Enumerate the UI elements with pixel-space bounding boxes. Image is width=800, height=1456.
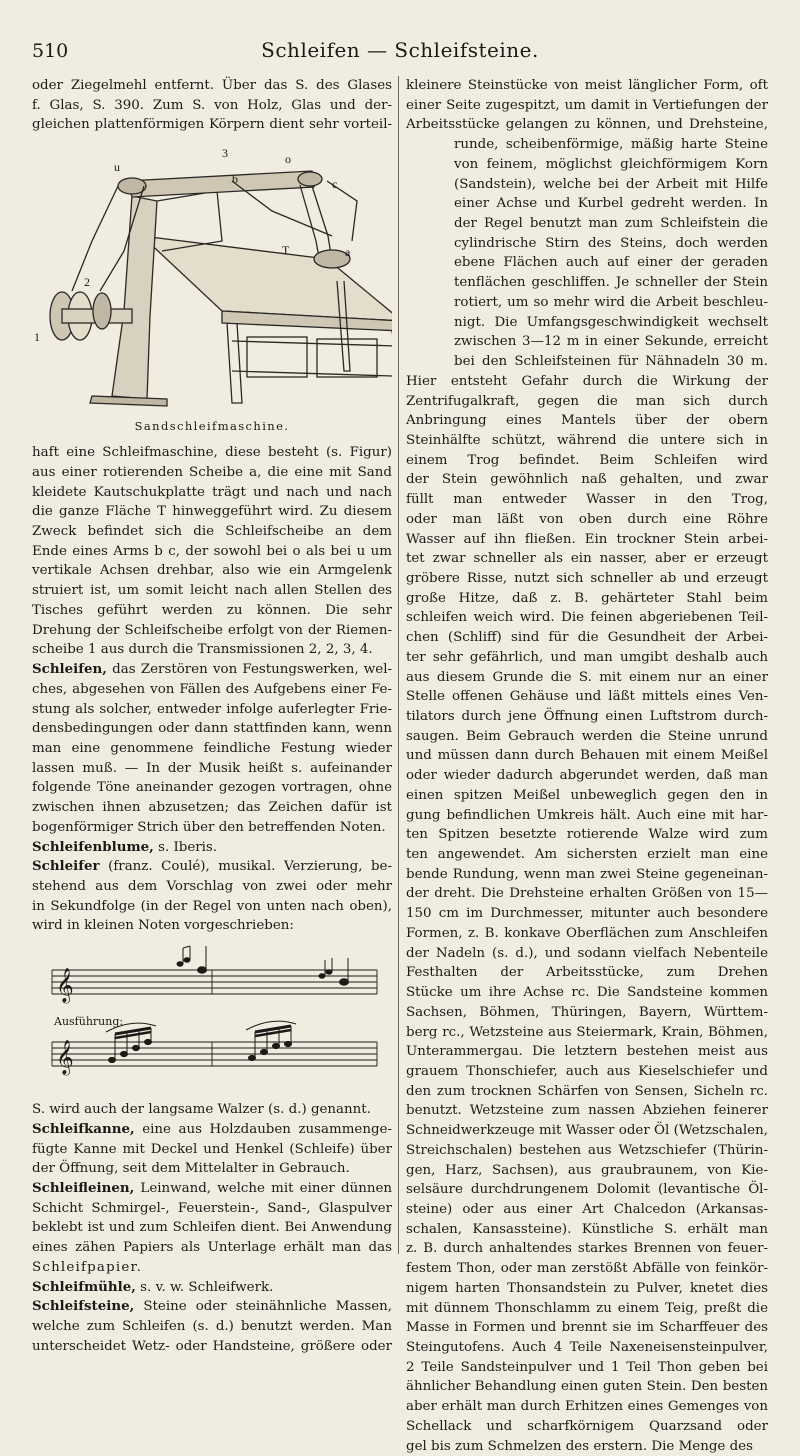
text-line: Arbeitsstücke gelangen zu können, und Drehsteine, <box>406 117 768 133</box>
text-line: Masse in Formen und brennt sie im Scharffeuer des <box>406 1320 768 1336</box>
text-line: ebene Flächen auch auf einer der geraden <box>454 255 768 271</box>
text-line: welche zum Schleifen (s. d.) benutzt werden. Man <box>32 1319 392 1335</box>
label-u: u <box>114 160 120 175</box>
text-line: Unterammergau. Die letztern bestehen meist aus <box>406 1044 768 1060</box>
entry-headword: Schleifenblume, <box>32 838 154 855</box>
machine-figure <box>32 141 392 439</box>
text-line: in Sekundfolge (in der Regel von unten nach oben), <box>32 898 392 914</box>
entry-headword: Schleifsteine, <box>32 1298 135 1315</box>
text-line: grauem Thonschiefer, auch aus Kieselschiefer und <box>406 1063 768 1079</box>
text-line: steine) oder aus einer Art Chalcedon (Arkansas- <box>406 1201 768 1217</box>
text-line: Stelle offenen Gehäuse und läßt mittels eines Ven- <box>406 689 768 705</box>
text-line: saugen. Beim Gebrauch werden die Steine unrund <box>406 728 768 744</box>
text-line: nigt. Die Umfangsgeschwindigkeit wechselt <box>454 314 768 330</box>
text-line: stehend aus dem Vorschlag von zwei oder mehr <box>32 878 392 894</box>
text-line: oder Ziegelmehl entfernt. Über das S. des Glases <box>32 78 392 93</box>
text-line: einer Achse und Kurbel gedreht werden. In <box>454 196 768 212</box>
text-line: ähnlicher Behandlung einen guten Stein. Den besten <box>406 1379 768 1395</box>
text-line: die ganze Fläche T hinweggeführt wird. Zu diesem <box>32 504 392 520</box>
page-number: 510 <box>32 40 69 62</box>
text-line: der Öffnung, seit dem Mittelalter in Gebrauch. <box>32 1161 350 1177</box>
text-line: beklebt ist und zum Schleifen dient. Bei Anwendung <box>32 1220 392 1236</box>
text-line: Zentrifugalkraft, gegen die man sich durch <box>406 393 768 409</box>
text-line: haft eine Schleifmaschine, diese besteht (s. Figur) <box>32 445 392 461</box>
entry-headword: Schleifer <box>32 858 100 875</box>
text-line: oder man läßt von oben durch eine Röhre <box>406 511 768 527</box>
text-line: Schneidwerkzeuge mit Wasser oder Öl (Wetzschalen, <box>406 1123 768 1139</box>
text-line: gung befindlichen Umkreis hält. Auch eine mit har- <box>406 807 768 823</box>
text-line: der dreht. Die Drehsteine erhalten Größen von 15— <box>406 886 768 902</box>
text-line: füllt man entweder Wasser in den Trog, <box>406 492 768 508</box>
text-line: f. Glas, S. 390. Zum S. von Holz, Glas und der- <box>32 97 392 113</box>
entry-headword: Schleifleinen, <box>32 1180 135 1196</box>
text-line: tet zwar schneller als ein nasser, aber er erzeugt <box>406 551 768 567</box>
text-line: einer Seite zugespitzt, um damit in Vertiefungen der <box>406 97 768 113</box>
label-a: a <box>345 245 351 260</box>
text-line: densbedingungen oder dann stattfinden kann, wenn <box>32 721 392 737</box>
text-line: der Nadeln (s. d.), und sodann vielfach Nebenteile <box>406 945 768 961</box>
text-line: vertikale Achsen drehbar, also wie ein Armgelenk <box>32 563 392 579</box>
label-o: o <box>285 152 291 167</box>
text-line: tenflächen geschliffen. Je schneller der Stein <box>454 275 768 291</box>
label-c: c <box>332 177 338 192</box>
treble-clef-icon: 𝄞 <box>56 1040 74 1076</box>
text-line: einem Trog befindet. Beim Schleifen wird <box>406 452 768 468</box>
text-line: benutzt. Wetzsteine zum nassen Abziehen feinerer <box>406 1103 768 1119</box>
text-line: schleifen weich wird. Die feinen abgeriebenen Teil- <box>406 610 768 626</box>
text-line: Wasser auf ihn fließen. Ein trockner Stein arbei- <box>406 531 768 547</box>
music-example <box>32 940 392 1098</box>
text-line: gleichen plattenförmigen Körpern dient sehr vorteil- <box>32 117 392 133</box>
entry-headword: Schleifen, <box>32 661 107 678</box>
text-line: stung als solcher, entweder infolge auferlegter Frie- <box>32 701 392 717</box>
text-line: der Regel benutzt man zum Schleifstein die <box>454 216 768 232</box>
entry-schleifen: Schleifen, das Zerstören von Festungswerken, wel- <box>32 661 392 678</box>
text-line: ches, abgesehen von Fällen des Aufgebens einer Fe- <box>32 681 392 697</box>
label-3: 3 <box>222 146 228 161</box>
entry-schleifleinen: Schleifleinen, Leinwand, welche mit einer dünnen <box>32 1180 392 1196</box>
text-line: gen, Harz, Sachsen), aus graubraunem, von Kie- <box>406 1162 768 1178</box>
entry-schleifsteine: Schleifsteine, Steine oder steinähnliche Massen, <box>32 1298 392 1315</box>
text-line: unterscheidet Wetz- oder Handsteine, größere oder <box>32 1338 392 1354</box>
text-line: bogenförmiger Strich über den betreffenden Noten. <box>32 819 386 835</box>
treble-clef-icon: 𝄞 <box>56 968 74 1004</box>
text-line: wird in kleinen Noten vorgeschrieben: <box>32 918 294 934</box>
text-line: von feinem, möglichst gleichförmigem Korn <box>454 156 768 172</box>
text-line: gel bis zum Schmelzen des erstern. Die Menge des <box>406 1438 753 1454</box>
text-line: Steingutofens. Auch 4 Teile Naxeneisensteinpulver, <box>406 1340 768 1355</box>
entry-schleifenblume: Schleifenblume, s. Iberis. <box>32 838 218 855</box>
text-line: z. B. durch anhaltendes starkes Brennen von feuer- <box>406 1241 768 1257</box>
entry-headword: Schleifkanne, <box>32 1120 135 1137</box>
text-line: 150 cm im Durchmesser, mitunter auch besondere <box>406 906 768 922</box>
text-line: Steinhälfte schützt, während die untere sich in <box>406 432 768 448</box>
entry-schleifer: Schleifer (franz. Coulé), musikal. Verzierung, be- <box>32 858 392 875</box>
text-line: Schleifpapier. <box>32 1259 143 1275</box>
text-line: (Sandstein), welche bei der Arbeit mit Hilfe <box>454 176 768 192</box>
text-line: berg rc., Wetzsteine aus Steiermark, Krain, Böhmen, <box>406 1024 768 1040</box>
text-line: und müssen dann durch Behauen mit einem Meißel <box>406 748 768 764</box>
text-line: Hier entsteht Gefahr durch die Wirkung der <box>406 373 768 389</box>
label-T: T <box>282 243 290 258</box>
column-divider <box>398 76 399 1254</box>
text-line: selsäure durchdrungenem Dolomit (levantische Öl- <box>406 1182 768 1198</box>
text-line: Stücke um ihre Achse rc. Die Sandsteine kommen <box>406 985 768 1001</box>
text-line: cylindrische Stirn des Steins, doch werden <box>454 235 768 251</box>
text-line: kleinere Steinstücke von meist länglicher Form, oft <box>406 78 768 93</box>
text-line: der Stein gewöhnlich naß gehalten, und zwar <box>406 472 768 488</box>
text-line: Schicht Schmirgel-, Feuerstein-, Sand-, Glaspulver <box>32 1200 392 1216</box>
text-line: S. wird auch der langsame Walzer (s. d.) genannt. <box>32 1102 371 1118</box>
page-header <box>32 38 768 68</box>
text-line: schalen, Kansassteine). Künstliche S. erhält man <box>406 1221 768 1237</box>
text-line: scheibe 1 aus durch die Transmissionen 2, 2, 3, 4. <box>32 642 373 658</box>
text-line: chen (Schliff) sind für die Gesundheit der Arbei- <box>406 630 768 646</box>
text-line: zwischen 3—12 m in einer Sekunde, erreicht <box>454 334 768 350</box>
text-line: kleidete Kautschukplatte trägt und nach und nach <box>32 484 392 500</box>
text-line: aus diesem Grunde die S. mit einem nur an einer <box>406 669 768 685</box>
text-line: ten angewendet. Am sichersten erzielt man eine <box>406 847 768 863</box>
text-line: Formen, z. B. konkave Oberflächen zum Anschleifen <box>406 925 768 941</box>
text-line: eines zähen Papiers als Unterlage erhält man das <box>32 1240 392 1256</box>
text-line: Zweck befindet sich die Schleifscheibe an dem <box>32 524 392 540</box>
text-line: zwischen ihnen abzusetzen; das Zeichen dafür ist <box>32 800 392 816</box>
music-ausfuehrung-label: Ausführung: <box>54 1015 124 1029</box>
text-line: ter sehr gefährlich, und man umgibt deshalb auch <box>406 649 768 665</box>
text-line: ten Spitzen besetzte rotierende Walze wird zum <box>406 827 768 843</box>
text-line: mit dünnem Thonschlamm zu einem Teig, preßt die <box>406 1300 768 1316</box>
text-line: festem Thon, oder man zerstößt Abfälle von feinkör- <box>406 1261 768 1277</box>
text-line: den zum trocknen Schärfen von Sensen, Sicheln rc. <box>406 1083 768 1099</box>
sandschleifmaschine-illustration <box>32 141 392 417</box>
text-line: Streichschalen) bestehen aus Wetzschiefer (Thürin- <box>406 1142 768 1158</box>
left-column <box>32 76 392 1356</box>
text-line: runde, scheibenförmige, mäßig harte Steine <box>454 137 768 153</box>
text-line: Tisches geführt werden zu können. Die sehr <box>32 602 392 618</box>
text-line: rotiert, um so mehr wird die Arbeit beschleu- <box>454 294 768 310</box>
right-column <box>406 76 768 1456</box>
text-line: oder wieder dadurch abgerundet werden, daß man <box>406 768 768 784</box>
text-line: aber erhält man durch Erhitzen eines Gemenges von <box>406 1399 768 1415</box>
label-b: b <box>232 172 238 187</box>
text-line: gröbere Risse, nutzt sich schneller ab und erzeugt <box>406 570 768 586</box>
entry-headword: Schleifmühle, <box>32 1278 136 1295</box>
label-1: 1 <box>34 330 40 345</box>
text-line: bende Rundung, wenn man zwei Steine gegeneinan- <box>406 866 768 882</box>
text-line: Ende eines Arms b c, der sowohl bei o als bei u um <box>32 543 392 559</box>
text-line: Drehung der Schleifscheibe erfolgt von der Riemen- <box>32 622 392 638</box>
text-line: Festhalten der Arbeitsstücke, zum Drehen <box>406 965 768 981</box>
text-line: struiert ist, um somit leicht nach allen Stellen des <box>32 583 392 599</box>
text-line: Anbringung eines Mantels über der obern <box>406 413 768 429</box>
figure-caption: Sandschleifmaschine. <box>134 419 290 434</box>
text-line: große Hitze, daß z. B. gehärteter Stahl beim <box>406 590 768 606</box>
text-line: fügte Kanne mit Deckel und Henkel (Schleife) über <box>32 1141 392 1157</box>
text-line: 2 Teile Sandsteinpulver und 1 Teil Thon geben bei <box>406 1359 768 1375</box>
text-line: nigem harten Thonsandstein zu Pulver, knetet dies <box>406 1280 768 1296</box>
text-line: Sachsen, Böhmen, Thüringen, Bayern, Württem- <box>406 1004 768 1020</box>
text-line: einen spitzen Meißel unbeweglich gegen den in <box>406 787 768 803</box>
entry-schleifkanne: Schleifkanne, eine aus Holzdauben zusammenge- <box>32 1120 392 1137</box>
label-2: 2 <box>84 275 90 290</box>
entry-schleifmuehle: Schleifmühle, s. v. w. Schleifwerk. <box>32 1278 274 1295</box>
text-line: man eine genommene feindliche Festung wieder <box>32 740 392 756</box>
text-line: bei den Schleifsteinen für Nähnadeln 30 m. <box>454 354 768 370</box>
text-line: folgende Töne aneinander gezogen vortragen, ohne <box>32 780 392 796</box>
text-line: lassen muß. — In der Musik heißt s. aufeinander <box>32 760 392 776</box>
text-line: Schellack und scharfkörnigem Quarzsand oder <box>406 1418 768 1434</box>
text-line: aus einer rotierenden Scheibe a, die eine mit Sand <box>32 464 392 480</box>
running-head: Schleifen — Schleifsteine. <box>261 38 539 62</box>
text-line: tilators durch jene Öffnung einen Luftstrom durch- <box>406 709 768 724</box>
